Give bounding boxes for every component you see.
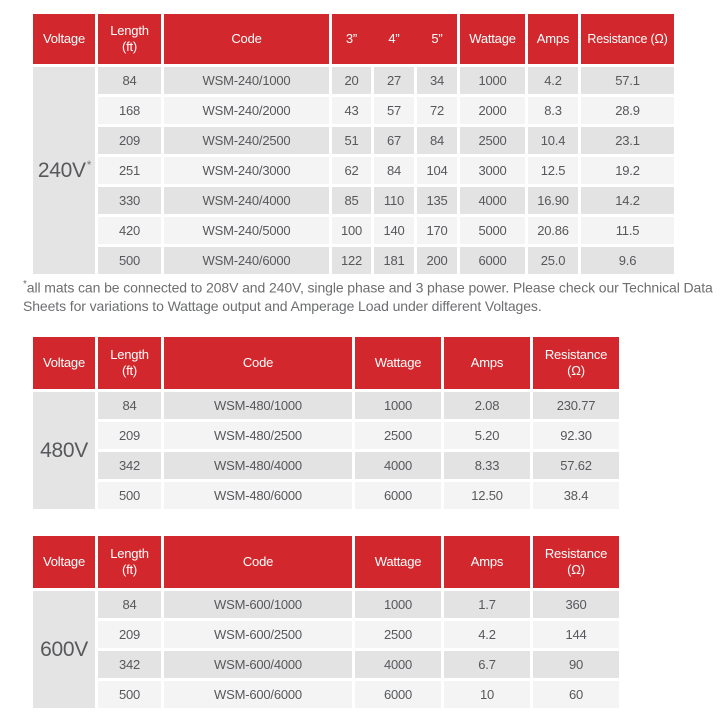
table-cell: 84 [98, 392, 161, 419]
voltage-cell-600v [33, 591, 95, 708]
column-header-5in: 5” [431, 31, 443, 46]
table-cell: WSM-240/4000 [164, 187, 329, 214]
column-header-3in: 3” [345, 31, 358, 46]
table-cell: 92.30 [533, 422, 619, 449]
table-cell: 200 [417, 247, 457, 274]
table-cell: WSM-480/1000 [164, 392, 352, 419]
column-header-amps: Amps [444, 536, 530, 588]
table-cell: 6000 [460, 247, 525, 274]
table-cell: 4000 [460, 187, 525, 214]
header-line: (ft) [121, 39, 138, 54]
table-cell: 12.5 [528, 157, 578, 184]
table-cell: 230.77 [533, 392, 619, 419]
table-cell: 2.08 [444, 392, 530, 419]
header-line: Length [110, 546, 149, 561]
table-cell: 2000 [460, 97, 525, 124]
table-cell: 181 [374, 247, 414, 274]
table-cell: 2500 [355, 422, 441, 449]
voltage-cell-480v [33, 392, 95, 509]
footnote-text: all mats can be connected to 208V and 240V, single phase and 3 phase power. Please check our Technical Data [26, 279, 713, 296]
header-line: (ft) [121, 562, 138, 577]
table-cell: 10 [444, 681, 530, 708]
table-cell: 209 [98, 127, 161, 154]
table-cell: 330 [98, 187, 161, 214]
table-cell: 2500 [355, 621, 441, 648]
table-cell: WSM-600/1000 [164, 591, 352, 618]
table-cell: 84 [374, 157, 414, 184]
table-cell: 8.33 [444, 452, 530, 479]
table-cell: 6.7 [444, 651, 530, 678]
table-cell: 209 [98, 621, 161, 648]
table-cell: 8.3 [528, 97, 578, 124]
table-cell: 43 [332, 97, 371, 124]
table-cell: 11.5 [581, 217, 674, 244]
table-cell: 38.4 [533, 482, 619, 509]
table-cell: 1000 [460, 67, 525, 94]
table-cell: 342 [98, 651, 161, 678]
table-cell: 51 [332, 127, 371, 154]
table-cell: 16.90 [528, 187, 578, 214]
table-cell: WSM-240/2500 [164, 127, 329, 154]
column-header-length [98, 337, 161, 389]
table-cell: 20 [332, 67, 371, 94]
footnote-asterisk: * [23, 279, 27, 290]
table-cell: 34 [417, 67, 457, 94]
table-cell: 1000 [355, 591, 441, 618]
column-header-code: Code [164, 337, 352, 389]
table-cell: 104 [417, 157, 457, 184]
header-line: Resistance [544, 347, 608, 362]
voltage-label: 600V [40, 637, 88, 661]
header-line: (ft) [121, 363, 138, 378]
table-cell: WSM-600/4000 [164, 651, 352, 678]
table-cell: 57 [374, 97, 414, 124]
table-cell: 144 [533, 621, 619, 648]
table-cell: 5000 [460, 217, 525, 244]
column-header-voltage: Voltage [33, 536, 95, 588]
table-cell: 12.50 [444, 482, 530, 509]
specs-table-600v [33, 536, 619, 708]
table-cell: 27 [374, 67, 414, 94]
column-header-wattage: Wattage [355, 337, 441, 389]
table-cell: 23.1 [581, 127, 674, 154]
table-cell: 500 [98, 681, 161, 708]
table-cell: 110 [374, 187, 414, 214]
table-cell: 84 [98, 67, 161, 94]
column-header-length [98, 536, 161, 588]
table-cell: WSM-240/5000 [164, 217, 329, 244]
table-cell: 4.2 [528, 67, 578, 94]
column-header-code: Code [164, 536, 352, 588]
column-header-code: Code [164, 14, 329, 64]
column-header-amps: Amps [444, 337, 530, 389]
table-cell: WSM-240/3000 [164, 157, 329, 184]
table-cell: 342 [98, 452, 161, 479]
table-cell: WSM-600/2500 [164, 621, 352, 648]
table-cell: WSM-480/6000 [164, 482, 352, 509]
column-header-amps: Amps [528, 14, 578, 64]
table-cell: 6000 [355, 482, 441, 509]
table-cell: 122 [332, 247, 371, 274]
table-cell: 57.1 [581, 67, 674, 94]
table-cell: 62 [332, 157, 371, 184]
table-cell: 100 [332, 217, 371, 244]
header-line: Length [110, 23, 149, 38]
voltage-label: 240V [37, 158, 86, 182]
table-cell: WSM-240/6000 [164, 247, 329, 274]
voltage-cell-240v [33, 67, 95, 274]
table-cell: 140 [374, 217, 414, 244]
table-cell: 4.2 [444, 621, 530, 648]
table-cell: 4000 [355, 452, 441, 479]
column-header-resistance: Resistance (Ω) [581, 14, 674, 64]
footnote-line-1 [23, 276, 720, 297]
table-cell: 84 [98, 591, 161, 618]
table-cell: 20.86 [528, 217, 578, 244]
table-cell: 5.20 [444, 422, 530, 449]
footnote [23, 276, 720, 315]
table-cell: 90 [533, 651, 619, 678]
footnote-text: Sheets for variations to Wattage output and Amperage Load under different Voltages. [23, 297, 542, 314]
header-line: (Ω) [567, 562, 585, 577]
table-cell: 209 [98, 422, 161, 449]
table-cell: 6000 [355, 681, 441, 708]
column-header-length [98, 14, 161, 64]
table-cell: WSM-480/4000 [164, 452, 352, 479]
table-cell: 1000 [355, 392, 441, 419]
footnote-line-2 [23, 297, 720, 315]
column-header-wattage: Wattage [355, 536, 441, 588]
table-cell: 67 [374, 127, 414, 154]
table-cell: 500 [98, 247, 161, 274]
table-cell: 2500 [460, 127, 525, 154]
column-header-4in: 4” [388, 31, 400, 46]
voltage-asterisk: * [86, 157, 92, 172]
table-cell: WSM-240/2000 [164, 97, 329, 124]
column-header-resistance [533, 337, 619, 389]
table-cell: 3000 [460, 157, 525, 184]
table-cell: WSM-600/6000 [164, 681, 352, 708]
table-cell: 84 [417, 127, 457, 154]
table-cell: 19.2 [581, 157, 674, 184]
table-cell: 1.7 [444, 591, 530, 618]
column-header-wattage: Wattage [460, 14, 525, 64]
voltage-label: 480V [40, 438, 88, 462]
specs-table-480v [33, 337, 619, 509]
column-header-voltage: Voltage [33, 337, 95, 389]
table-cell: 28.9 [581, 97, 674, 124]
table-cell: 72 [417, 97, 457, 124]
table-cell: WSM-240/1000 [164, 67, 329, 94]
table-cell: 420 [98, 217, 161, 244]
specs-table-240v [33, 14, 674, 274]
table-cell: 57.62 [533, 452, 619, 479]
table-cell: 85 [332, 187, 371, 214]
table-cell: 170 [417, 217, 457, 244]
column-header-widths-group [332, 14, 457, 64]
table-cell: 251 [98, 157, 161, 184]
table-cell: 135 [417, 187, 457, 214]
column-header-resistance [533, 536, 619, 588]
table-cell: 360 [533, 591, 619, 618]
header-line: (Ω) [567, 363, 585, 378]
table-cell: 168 [98, 97, 161, 124]
table-cell: 4000 [355, 651, 441, 678]
header-line: Length [110, 347, 149, 362]
table-cell: 10.4 [528, 127, 578, 154]
table-cell: 25.0 [528, 247, 578, 274]
table-cell: 60 [533, 681, 619, 708]
column-header-voltage: Voltage [33, 14, 95, 64]
table-cell: 500 [98, 482, 161, 509]
table-cell: 14.2 [581, 187, 674, 214]
table-cell: 9.6 [581, 247, 674, 274]
header-line: Resistance [544, 546, 608, 561]
table-cell: WSM-480/2500 [164, 422, 352, 449]
